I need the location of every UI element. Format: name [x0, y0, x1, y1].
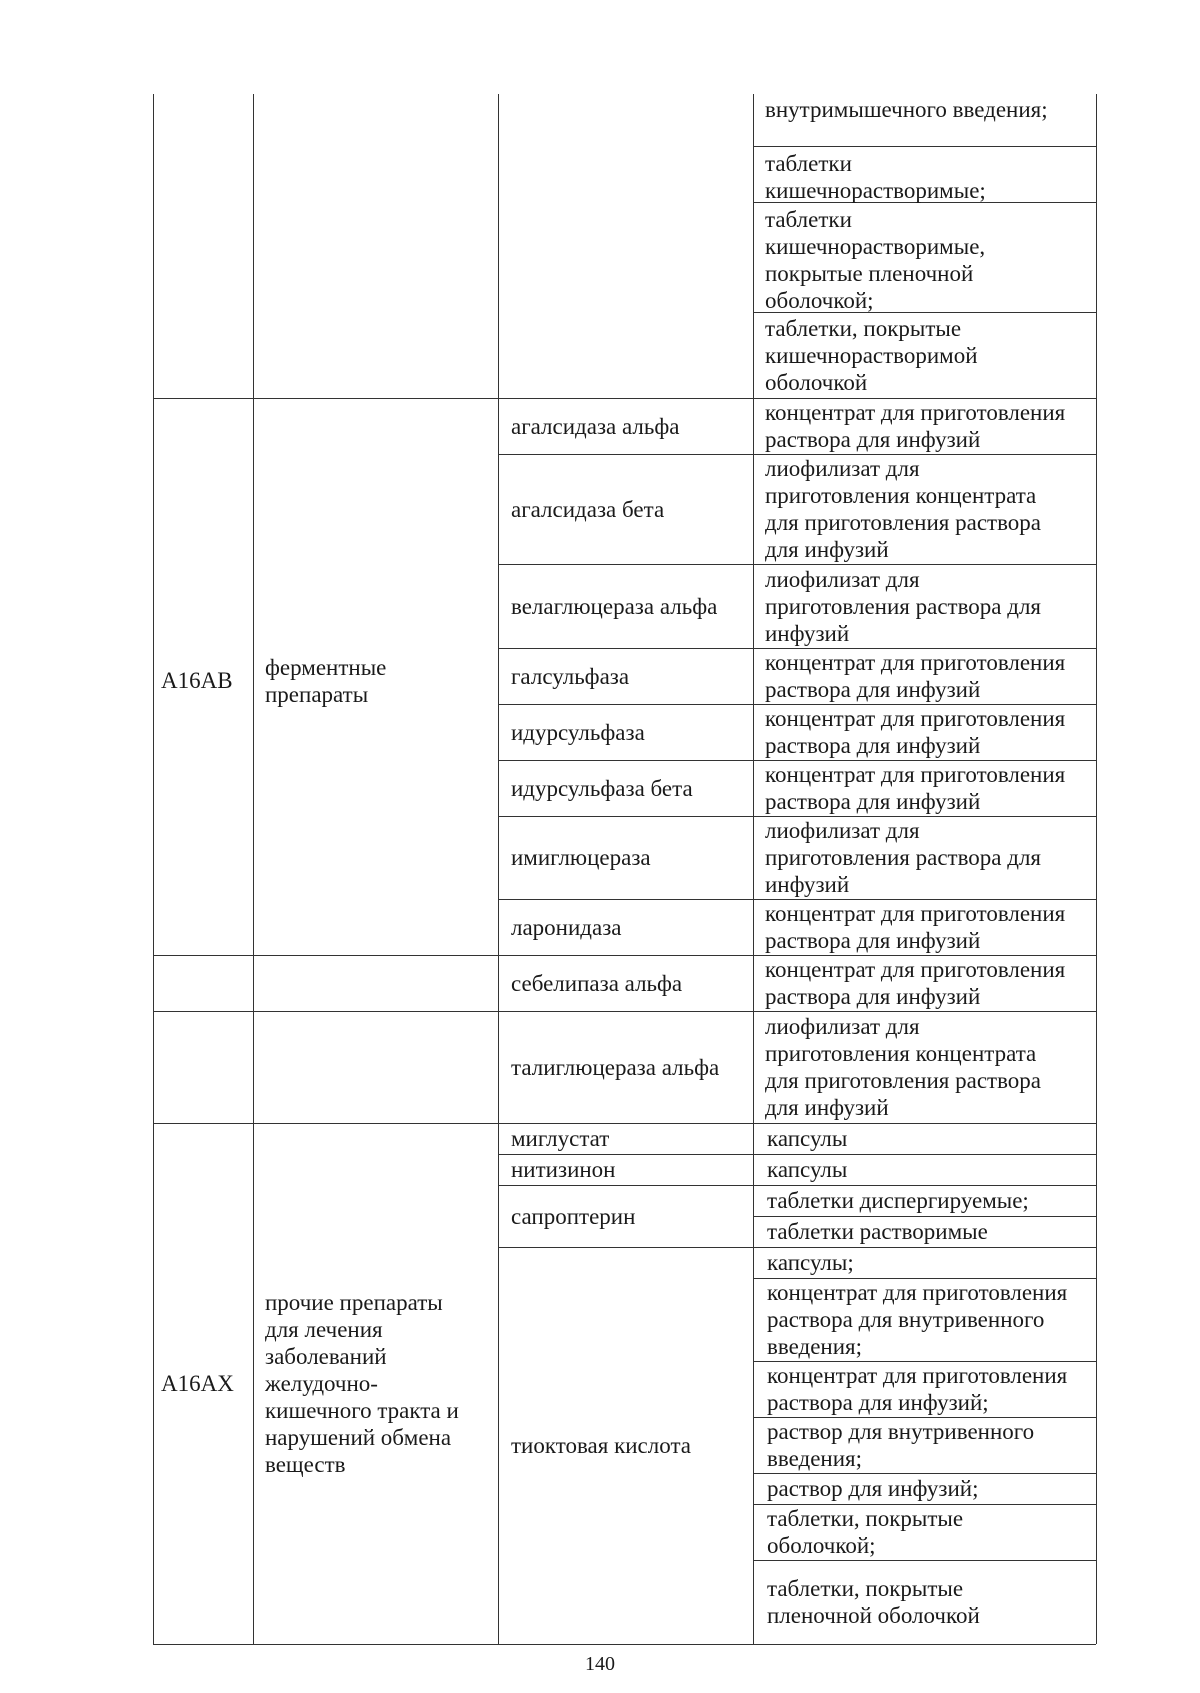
dosage-form-text: таблетки диспергируемые; — [767, 1188, 1029, 1213]
dosage-form-cell — [767, 1473, 1095, 1504]
dosage-form-cell — [765, 315, 995, 395]
dosage-form-cell — [767, 1278, 1095, 1361]
dosage-form-cell — [767, 1247, 1095, 1278]
dosage-form-cell — [765, 96, 1090, 144]
group-name-cell — [265, 1123, 493, 1644]
dosage-form-text: концентрат для приготовления раствора для внутривенного введения; — [767, 1280, 1068, 1359]
group-name: прочие препараты для лечения заболеваний желудочно-кишечного тракта и нарушений обмена веществ — [265, 1290, 459, 1477]
substance-cell — [511, 1247, 751, 1644]
dosage-form-text: таблетки кишечнорастворимые; — [765, 151, 986, 203]
dosage-form-text: капсулы — [767, 1157, 848, 1182]
atc-code-cell — [161, 398, 251, 963]
dosage-form-text: концентрат для приготовления раствора для инфузий — [765, 650, 1066, 702]
substance-name: тиоктовая кислота — [511, 1433, 691, 1458]
substance-name: агалсидаза альфа — [511, 413, 680, 439]
dosage-form-cell — [765, 206, 995, 313]
dosage-form-cell — [767, 1361, 1095, 1417]
substance-name: ларонидаза — [511, 914, 622, 940]
dosage-form-text: таблетки, покрытые кишечнорастворимой оболочкой — [765, 316, 978, 395]
table-border-bottom — [153, 1644, 1096, 1645]
dosage-form-cell — [767, 1560, 1095, 1644]
dosage-form-cell — [765, 816, 1095, 899]
substance-cell — [511, 564, 751, 648]
group-name: ферментные препараты — [265, 654, 387, 707]
col-divider-1 — [253, 94, 254, 1644]
substance-name: велаглюцераза альфа — [511, 593, 718, 619]
substance-name: имиглюцераза — [511, 845, 651, 870]
page-number: 140 — [585, 1653, 615, 1675]
substance-cell — [511, 955, 751, 1011]
dosage-form-text: таблетки, покрытые пленочной оболочкой — [767, 1576, 980, 1628]
substance-name: идурсульфаза — [511, 719, 645, 745]
dosage-form-cell — [765, 564, 1095, 648]
substance-name: сапроптерин — [511, 1203, 636, 1229]
dosage-form-cell — [765, 150, 995, 203]
dosage-form-text: концентрат для приготовления раствора для инфузий — [765, 400, 1066, 452]
dosage-form-text: внутримышечного введения; — [765, 97, 1048, 122]
substance-name: миглустат — [511, 1126, 610, 1151]
dosage-form-text: таблетки растворимые — [767, 1219, 988, 1244]
dosage-form-text: концентрат для приготовления раствора для инфузий — [765, 901, 1066, 953]
atc-code: A16AB — [161, 668, 233, 693]
substance-cell — [511, 648, 751, 704]
atc-code-cell — [161, 1123, 251, 1644]
dosage-form-text: концентрат для приготовления раствора для инфузий — [765, 706, 1066, 758]
dosage-form-cell — [767, 1185, 1095, 1216]
substance-cell — [511, 704, 751, 760]
dosage-form-cell — [765, 704, 1095, 760]
dosage-form-text: лиофилизат для приготовления концентрата для приготовления раствора для инфузий — [765, 456, 1041, 562]
col-divider-3 — [753, 94, 754, 1644]
atc-code: A16AX — [161, 1371, 234, 1396]
substance-name: талиглюцераза альфа — [511, 1054, 720, 1080]
dosage-form-text: капсулы — [767, 1126, 848, 1151]
regulatory-drug-table — [153, 94, 1098, 1650]
dosage-form-cell — [765, 454, 1095, 564]
substance-cell — [511, 1185, 751, 1247]
dosage-form-text: лиофилизат для приготовления концентрата для приготовления раствора для инфузий — [765, 1014, 1041, 1120]
dosage-form-text: лиофилизат для приготовления раствора для инфузий — [765, 818, 1041, 897]
dosage-form-cell — [765, 648, 1095, 704]
dosage-form-text: таблетки, покрытые оболочкой; — [767, 1506, 964, 1558]
dosage-form-text: концентрат для приготовления раствора для инфузий; — [767, 1363, 1068, 1415]
dosage-form-text: капсулы; — [767, 1250, 854, 1275]
dosage-form-cell — [765, 760, 1095, 816]
dosage-form-cell — [765, 1011, 1095, 1123]
substance-cell — [511, 454, 751, 564]
substance-cell — [511, 1011, 751, 1123]
dosage-form-cell — [767, 1504, 1095, 1560]
row-divider — [753, 146, 1096, 147]
substance-cell — [511, 398, 751, 454]
col-divider-2 — [498, 94, 499, 1644]
dosage-form-text: концентрат для приготовления раствора для инфузий — [765, 762, 1066, 814]
dosage-form-cell — [767, 1216, 1095, 1247]
substance-cell — [511, 816, 751, 899]
group-name-cell — [265, 398, 493, 963]
substance-name: галсульфаза — [511, 663, 630, 689]
dosage-form-cell — [765, 398, 1095, 454]
dosage-form-cell — [765, 955, 1095, 1011]
dosage-form-cell — [767, 1123, 1095, 1154]
dosage-form-cell — [767, 1154, 1095, 1185]
substance-cell — [511, 1154, 751, 1185]
table-border-right — [1096, 94, 1097, 1644]
substance-cell — [511, 1123, 751, 1154]
substance-cell — [511, 760, 751, 816]
substance-cell — [511, 899, 751, 955]
dosage-form-text: раствор для инфузий; — [767, 1476, 979, 1501]
dosage-form-cell — [767, 1417, 1095, 1473]
substance-name: агалсидаза бета — [511, 496, 665, 522]
dosage-form-cell — [765, 899, 1095, 955]
substance-name: себелипаза альфа — [511, 970, 683, 996]
substance-name: нитизинон — [511, 1157, 616, 1182]
dosage-form-text: раствор для внутривенного введения; — [767, 1419, 1035, 1471]
table-border-left — [153, 94, 154, 1644]
dosage-form-text: таблетки кишечнорастворимые, покрытые пленочной оболочкой; — [765, 207, 986, 313]
dosage-form-text: концентрат для приготовления раствора для инфузий — [765, 957, 1066, 1009]
substance-name: идурсульфаза бета — [511, 775, 693, 801]
dosage-form-text: лиофилизат для приготовления раствора для инфузий — [765, 566, 1041, 646]
